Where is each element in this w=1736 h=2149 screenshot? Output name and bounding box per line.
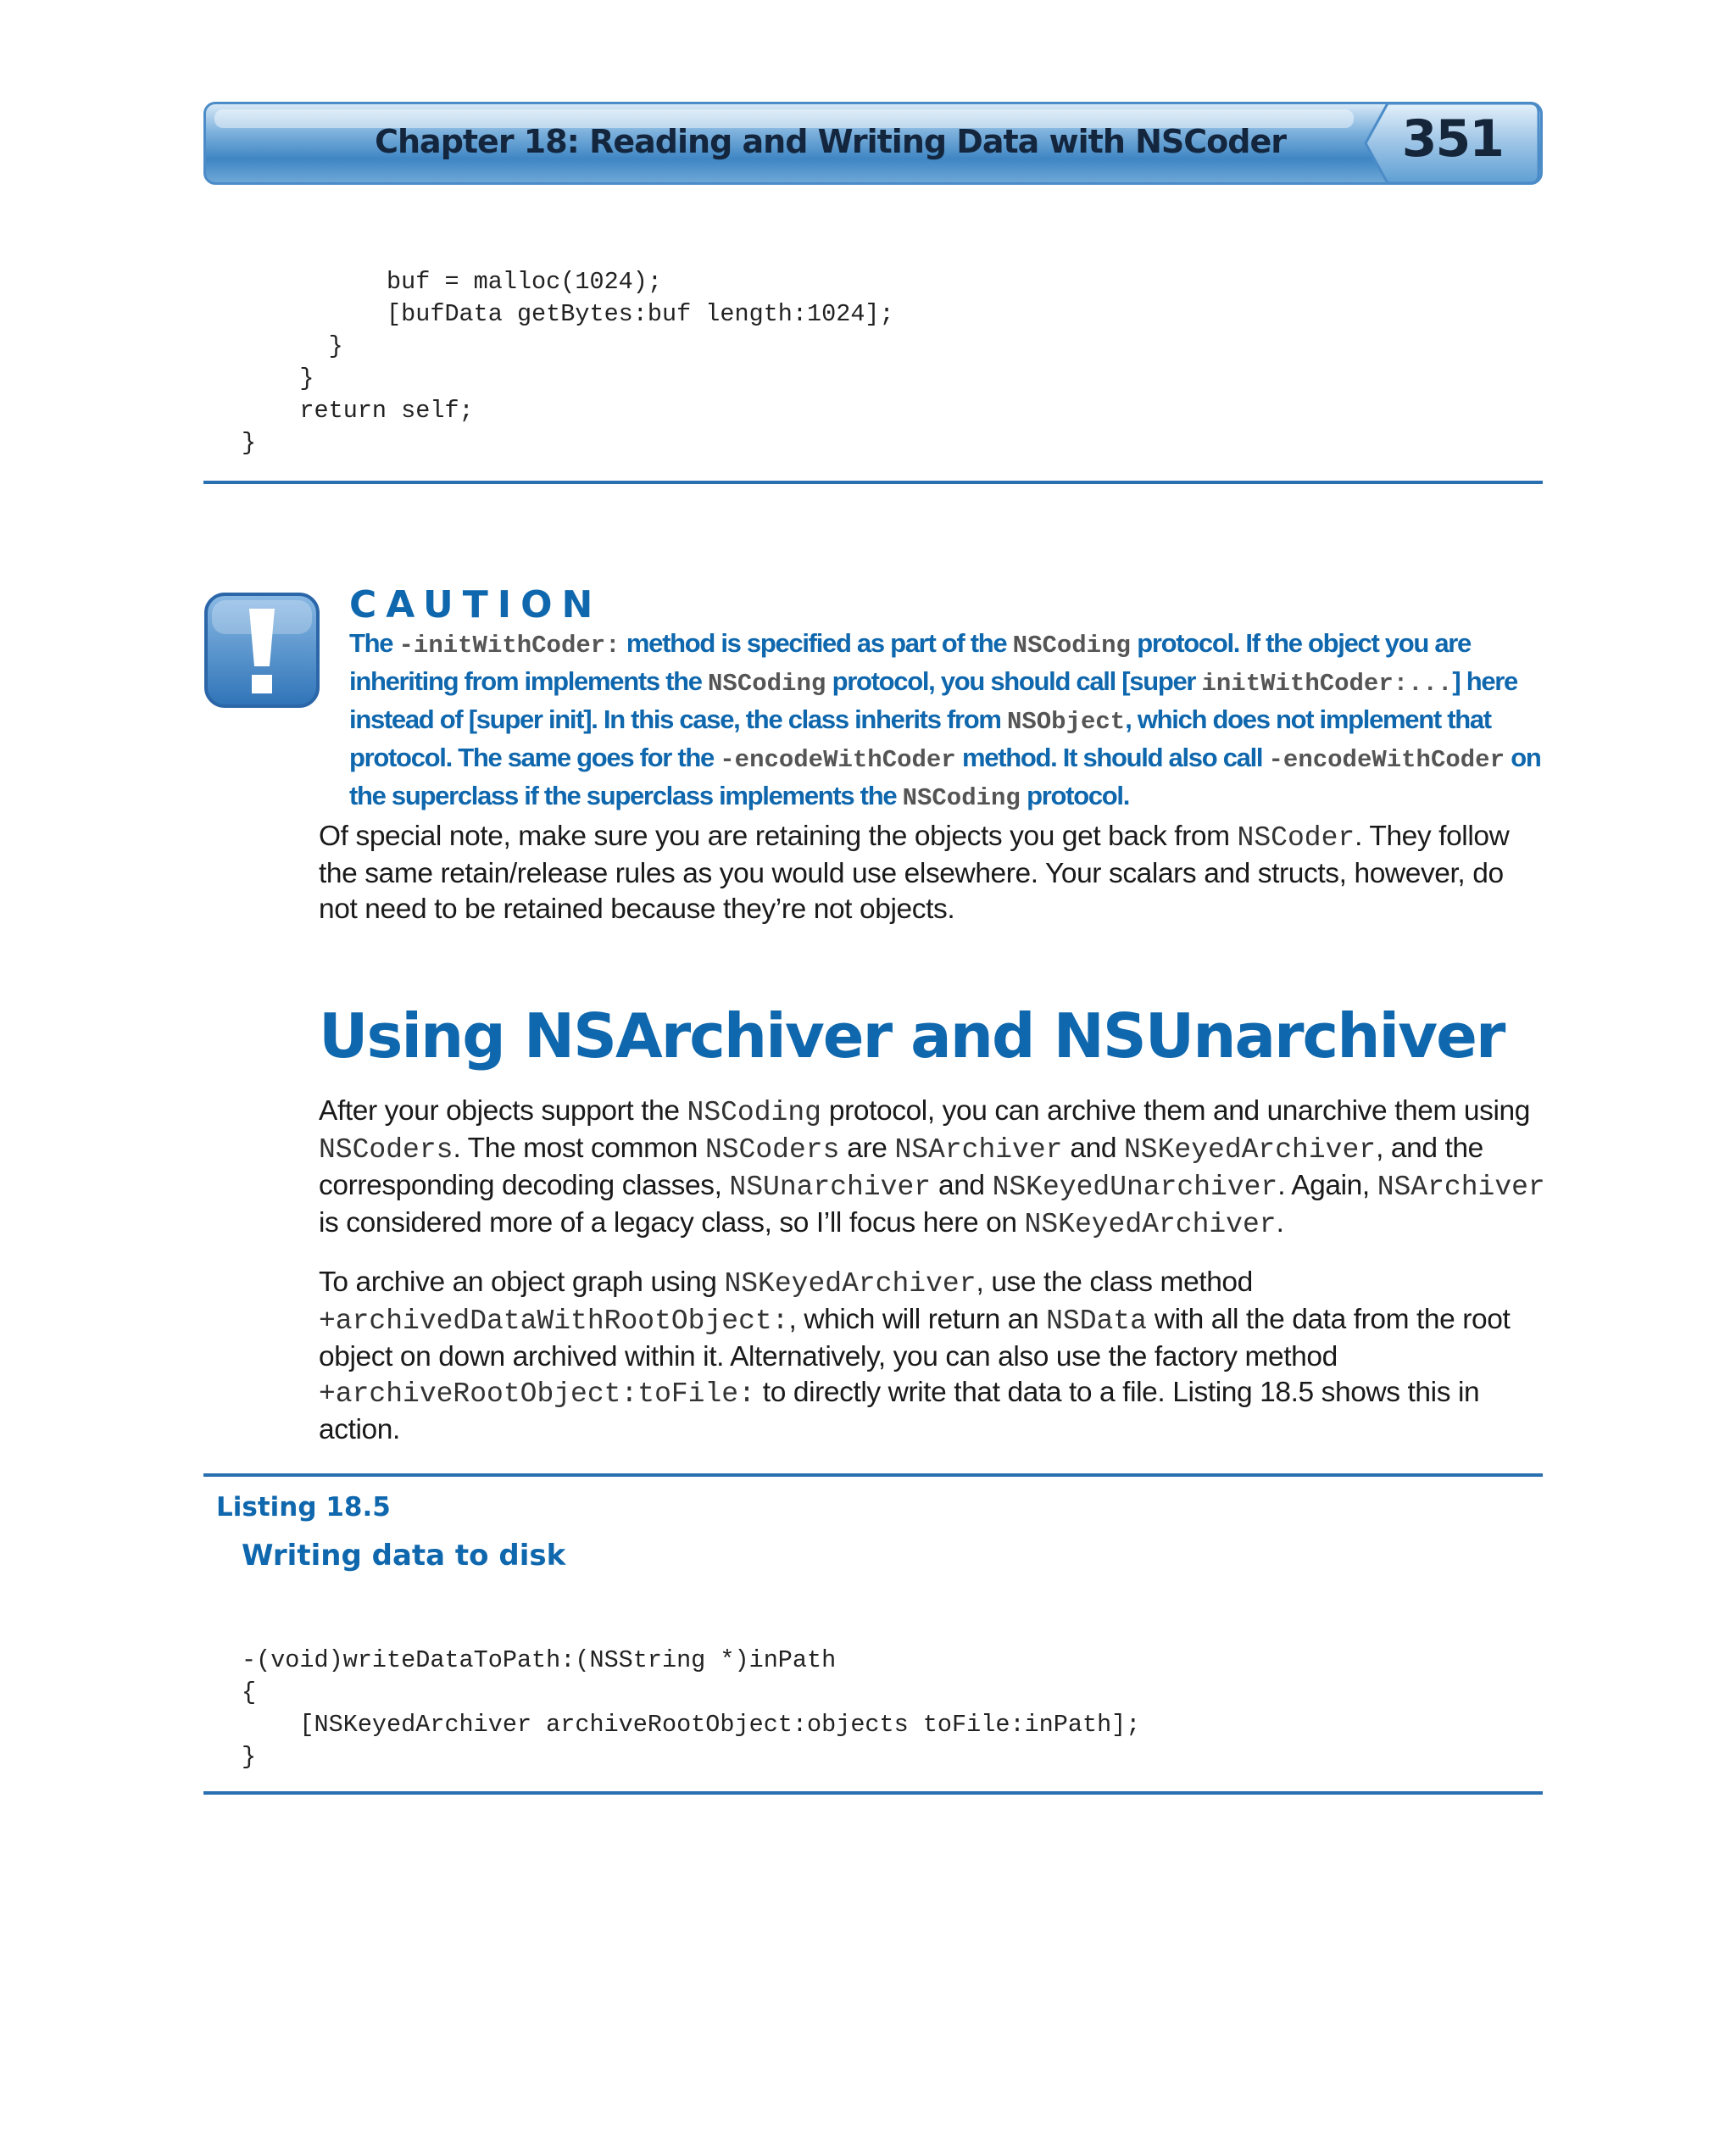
- text-run: .: [1276, 1207, 1284, 1239]
- listing-bottom-rule: [203, 1791, 1543, 1795]
- inline-code: +archivedDataWithRootObject:: [319, 1306, 789, 1337]
- chapter-title: Chapter 18: Reading and Writing Data with NSCoder: [375, 123, 1286, 160]
- text-run: protocol. If the object you are inheriting from implements the: [349, 628, 1471, 696]
- code-block-continuation: [242, 266, 894, 459]
- text-run: The: [349, 628, 399, 658]
- section-heading: Using NSArchiver and NSUnarchiver: [319, 1000, 1505, 1072]
- code-listing-line: -(void)writeDataToPath:(NSString *)inPath: [242, 1646, 837, 1674]
- inline-code: NSCoding: [708, 670, 826, 698]
- listing-label: Listing 18.5: [216, 1492, 391, 1523]
- inline-code: NSCoders: [704, 1134, 840, 1166]
- page-number: 351: [1401, 109, 1503, 169]
- text-run: are: [839, 1133, 895, 1164]
- inline-code: -encodeWithCoder: [720, 746, 956, 774]
- code-bottom-rule: [203, 481, 1543, 484]
- code-listing-line: }: [242, 1743, 257, 1771]
- text-run: protocol.: [1020, 781, 1130, 810]
- inline-code: NSArchiver: [894, 1134, 1063, 1166]
- inline-code: NSCoder: [1237, 822, 1355, 854]
- inline-code: NSUnarchiver: [729, 1172, 932, 1203]
- text-run: . The most common: [453, 1133, 705, 1164]
- inline-code: NSKeyedUnarchiver: [992, 1172, 1278, 1203]
- inline-code: +archiveRootObject:toFile:: [319, 1378, 755, 1410]
- code-listing-line: [NSKeyedArchiver archiveRootObject:objects toFile:inPath];: [242, 1711, 1141, 1739]
- text-run: with all the data from the root object on down archived within it. Alternatively, you can also use the factory method: [319, 1304, 1511, 1372]
- text-run: protocol, you can archive them and unarchive them using: [821, 1095, 1531, 1127]
- inline-code: NSArchiver: [1377, 1172, 1545, 1203]
- inline-code: NSCoding: [1012, 632, 1131, 660]
- text-run: on the superclass if the superclass implements the: [349, 743, 1541, 810]
- inline-code: NSCoding: [902, 784, 1021, 812]
- code-listing-line: {: [242, 1679, 257, 1706]
- code-block-listing: [242, 1645, 1140, 1773]
- text-run: After your objects support the: [319, 1095, 687, 1127]
- text-run: . Again,: [1277, 1170, 1377, 1201]
- inline-code: -encodeWithCoder: [1268, 746, 1505, 774]
- inline-code: NSCoding: [687, 1097, 821, 1128]
- listing-title: Writing data to disk: [242, 1539, 566, 1573]
- text-run: To archive an object graph using: [319, 1267, 725, 1298]
- text-run: method. It should also call: [955, 743, 1269, 772]
- text-run: ] here instead of [super init]. In this case, the class inherits from: [349, 666, 1517, 734]
- code-top-line: }: [242, 429, 257, 457]
- inline-code: -initWithCoder:: [398, 632, 620, 660]
- paragraph-object-graph: [319, 1265, 1548, 1448]
- paragraph-archive-intro: [319, 1094, 1548, 1243]
- caution-label: CAUTION: [349, 583, 603, 626]
- paragraph-special-note: [319, 819, 1548, 927]
- text-run: , and the corresponding decoding classes,: [319, 1133, 1483, 1201]
- text-run: protocol, you should call [super: [826, 666, 1202, 696]
- code-top-line: buf = malloc(1024);: [242, 268, 662, 296]
- text-run: method is specified as part of the: [620, 628, 1013, 658]
- inline-code: NSKeyedArchiver: [724, 1268, 976, 1300]
- text-run: . They follow the same retain/release rules as you would use elsewhere. Your scalars and structs, however, do not need to be retained because they’re not objects.: [319, 821, 1510, 925]
- inline-code: NSCoders: [319, 1134, 453, 1166]
- inline-code: NSKeyedArchiver: [1024, 1209, 1277, 1240]
- caution-text: [349, 626, 1544, 816]
- listing-top-rule: [203, 1473, 1543, 1477]
- text-run: to directly write that data to a file. Listing 18.5 shows this in action.: [319, 1377, 1480, 1445]
- inline-code: NSObject: [1006, 708, 1126, 736]
- code-top-line: }: [242, 365, 314, 392]
- chapter-header-band: [203, 102, 1543, 185]
- inline-code: initWithCoder:...: [1201, 670, 1453, 698]
- text-run: , which will return an: [788, 1304, 1047, 1335]
- text-run: , which does not implement that protocol. The same goes for the: [349, 704, 1491, 772]
- inline-code: NSKeyedArchiver: [1124, 1134, 1377, 1166]
- text-run: is considered more of a legacy class, so I’ll focus here on: [319, 1207, 1025, 1239]
- code-top-line: [bufData getBytes:buf length:1024];: [242, 300, 894, 328]
- text-run: and: [931, 1170, 993, 1201]
- text-run: , use the class method: [976, 1267, 1253, 1298]
- text-run: and: [1062, 1133, 1124, 1164]
- code-top-line: return self;: [242, 397, 474, 425]
- text-run: Of special note, make sure you are retaining the objects you get back from: [319, 821, 1238, 852]
- exclamation-icon: [203, 592, 320, 709]
- inline-code: NSData: [1046, 1306, 1147, 1337]
- code-top-line: }: [242, 332, 343, 360]
